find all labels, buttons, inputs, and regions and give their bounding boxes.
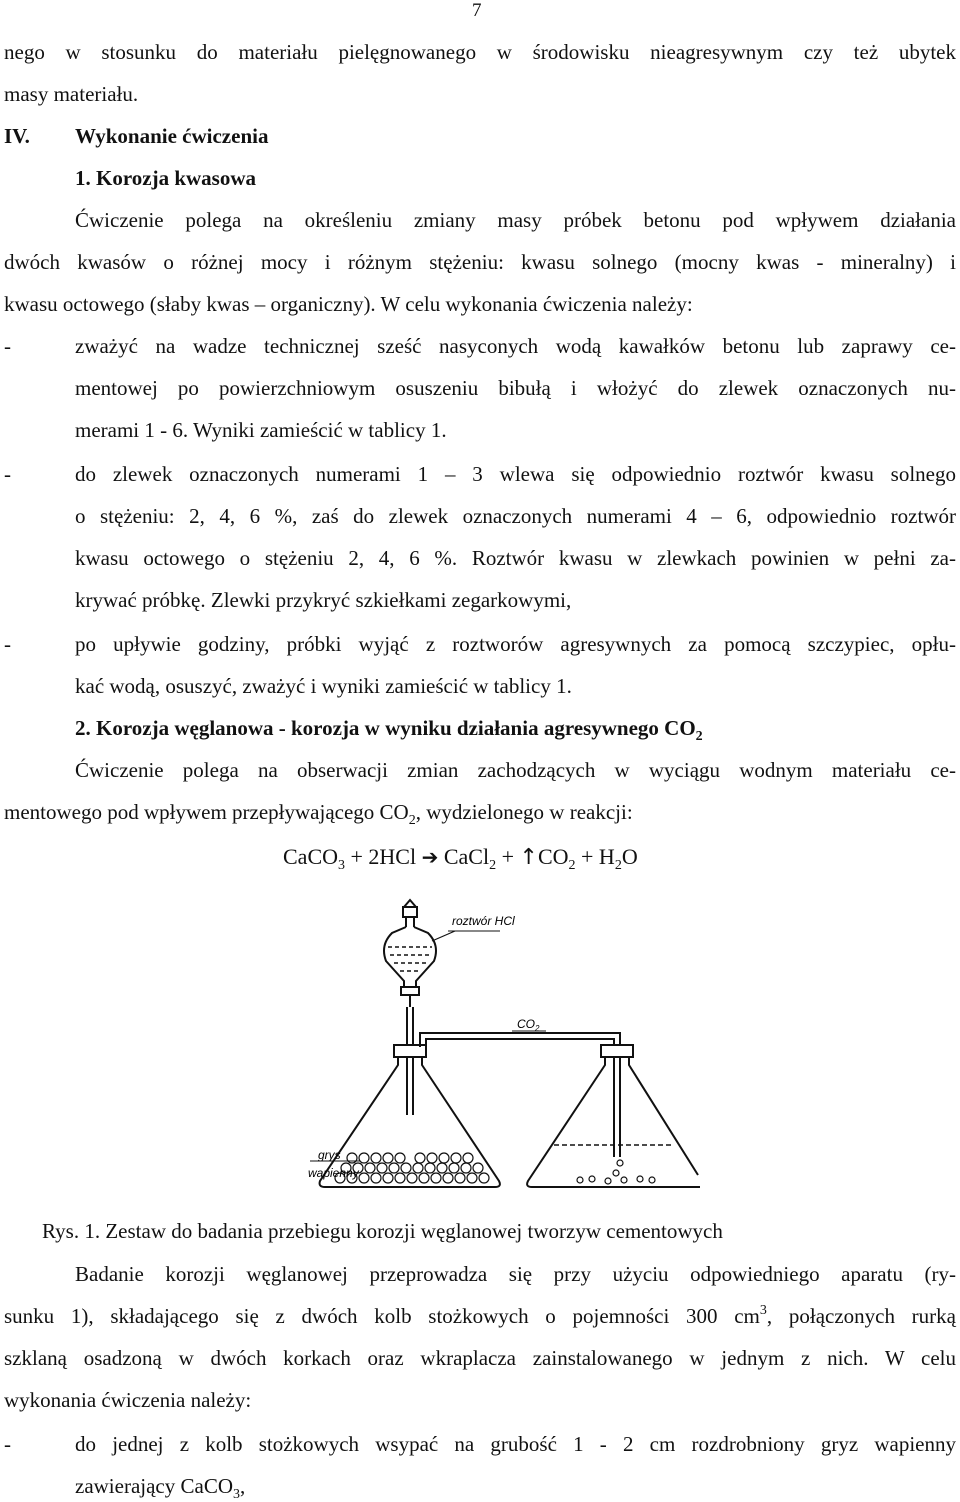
para3-line-4: wykonania ćwiczenia należy: bbox=[4, 1388, 252, 1412]
label-grys: grys bbox=[318, 1148, 341, 1162]
para1-line-1: Ćwiczenie polega na określeniu zmiany masy próbek betonu pod wpływem działania bbox=[75, 208, 956, 232]
eq-arrow-icon: ➔ bbox=[421, 845, 439, 869]
list1-item3-line1: po upływie godziny, próbki wyjąć z roztworów agresywnych za pomocą szczypiec, opłu- bbox=[75, 632, 956, 656]
eq-cacl2-sub: 2 bbox=[489, 858, 497, 873]
eq-caco3-sub: 3 bbox=[338, 858, 345, 873]
eq-hcl: + 2HCl bbox=[345, 844, 422, 869]
subsection-2-title-subscript: 2 bbox=[695, 729, 703, 744]
label-co2: $CO_2$ bbox=[517, 1017, 540, 1033]
para3-line-1: Badanie korozji węglanowej przeprowadza się przy użyciu odpowiedniego aparatu (ry- bbox=[75, 1262, 956, 1286]
list-dash: - bbox=[4, 1432, 11, 1456]
para3-line-2-a: sunku 1), składającego się z dwóch kolb stożkowych o pojemności 300 cm bbox=[4, 1304, 760, 1328]
para3-line-2-superscript: 3 bbox=[759, 1303, 767, 1318]
reaction-equation bbox=[283, 844, 638, 873]
list2-item1-line1: do jednej z kolb stożkowych wsypać na grubość 1 - 2 cm rozdrobniony gryz wapienny bbox=[75, 1432, 956, 1456]
subsection-2-title-text: 2. Korozja węglanowa - korozja w wyniku działania agresywnego CO bbox=[75, 716, 696, 740]
list1-item3-line2: kać wodą, osuszyć, zważyć i wyniki zamieścić w tablicy 1. bbox=[75, 674, 572, 698]
section-title: Wykonanie ćwiczenia bbox=[75, 124, 269, 148]
para2-line-2 bbox=[4, 800, 633, 828]
list1-item2-line4: krywać próbkę. Zlewki przykryć szkiełkami zegarkowymi, bbox=[75, 588, 572, 612]
para2-line-1: Ćwiczenie polega na obserwacji zmian zachodzących w wyciągu wodnym materiału ce- bbox=[75, 758, 956, 782]
list1-item2-line2: o stężeniu: 2, 4, 6 %, zaś do zlewek oznaczonych numerami 4 – 6, odpowiednio roztwór bbox=[75, 504, 956, 528]
connecting-tube bbox=[420, 1033, 620, 1157]
intro-line-2: masy materiału. bbox=[4, 82, 139, 106]
eq-cacl2: CaCl bbox=[438, 844, 490, 869]
list-dash: - bbox=[4, 632, 11, 656]
list1-item1-line1: zważyć na wadze technicznej sześć nasyconych wodą kawałków betonu lub zaprawy ce- bbox=[75, 334, 956, 358]
funnel-liquid bbox=[388, 947, 432, 971]
list1-item1-line2: mentowej po powierzchniowym osuszeniu bibułą i włożyć do zlewek oznaczonych nu- bbox=[75, 376, 956, 400]
para2-line-2-a: mentowego pod wpływem przepływającego CO bbox=[4, 800, 409, 824]
list1-item1-line3: merami 1 - 6. Wyniki zamieścić w tablicy 1. bbox=[75, 418, 447, 442]
figure-caption: Rys. 1. Zestaw do badania przebiegu korozji węglanowej tworzyw cementowych bbox=[42, 1219, 723, 1243]
eq-caco3: CaCO bbox=[283, 844, 338, 869]
dropping-funnel bbox=[384, 900, 436, 1115]
label-wapienny: wapienny bbox=[308, 1166, 359, 1180]
para3-line-2-b: , połączonych rurką bbox=[766, 1304, 956, 1328]
subsection-2-title bbox=[75, 716, 703, 744]
eq-h2o-sub: 2 bbox=[614, 858, 622, 873]
subsection-1-title: 1. Korozja kwasowa bbox=[75, 166, 257, 190]
list-dash: - bbox=[4, 462, 11, 486]
para2-line-2-b: , wydzielonego w reakcji: bbox=[415, 800, 633, 824]
eq-co2-sub: 2 bbox=[568, 858, 576, 873]
para1-line-3: kwasu octowego (słaby kwas – organiczny). W celu wykonania ćwiczenia należy: bbox=[4, 292, 693, 316]
list1-item2-line1: do zlewek oznaczonych numerami 1 – 3 wlewa się odpowiednio roztwór kwasu solnego bbox=[75, 462, 956, 486]
list-dash: - bbox=[4, 334, 11, 358]
eq-plus: + bbox=[496, 844, 520, 869]
section-number: IV. bbox=[4, 124, 30, 148]
eq-up-arrow-icon: ↑ bbox=[519, 845, 538, 870]
para3-line-2 bbox=[4, 1304, 956, 1329]
co2-bubbles bbox=[577, 1160, 655, 1184]
list2-item1-line2-subscript: 3 bbox=[233, 1487, 241, 1502]
para1-line-2: dwóch kwasów o różnej mocy i różnym stężeniu: kwasu solnego (mocny kwas - mineralny) i bbox=[4, 250, 956, 274]
para2-line-2-subscript: 2 bbox=[408, 813, 416, 828]
hcl-pointer bbox=[432, 931, 455, 941]
intro-line-1: nego w stosunku do materiału pielęgnowanego w środowisku nieagresywnym czy też ubytek bbox=[4, 40, 956, 64]
list2-item1-line2-a: zawierający CaCO bbox=[75, 1474, 234, 1498]
list2-item1-line2 bbox=[75, 1474, 246, 1502]
label-hcl: roztwór HCl bbox=[452, 914, 515, 928]
list2-item1-line2-b: , bbox=[240, 1474, 246, 1498]
apparatus-figure bbox=[300, 895, 700, 1200]
page-number: 7 bbox=[472, 0, 482, 21]
eq-co2: CO bbox=[537, 844, 569, 869]
eq-h2o-a: + H bbox=[575, 844, 615, 869]
eq-h2o-b: O bbox=[621, 844, 638, 869]
para3-line-3: szklaną osadzoną w dwóch korkach oraz wkraplacza zainstalowanego w jednym z nich. W celu bbox=[4, 1346, 956, 1370]
list1-item2-line3: kwasu octowego o stężeniu 2, 4, 6 %. Roztwór kwasu w zlewkach powinien w pełni za- bbox=[75, 546, 956, 570]
